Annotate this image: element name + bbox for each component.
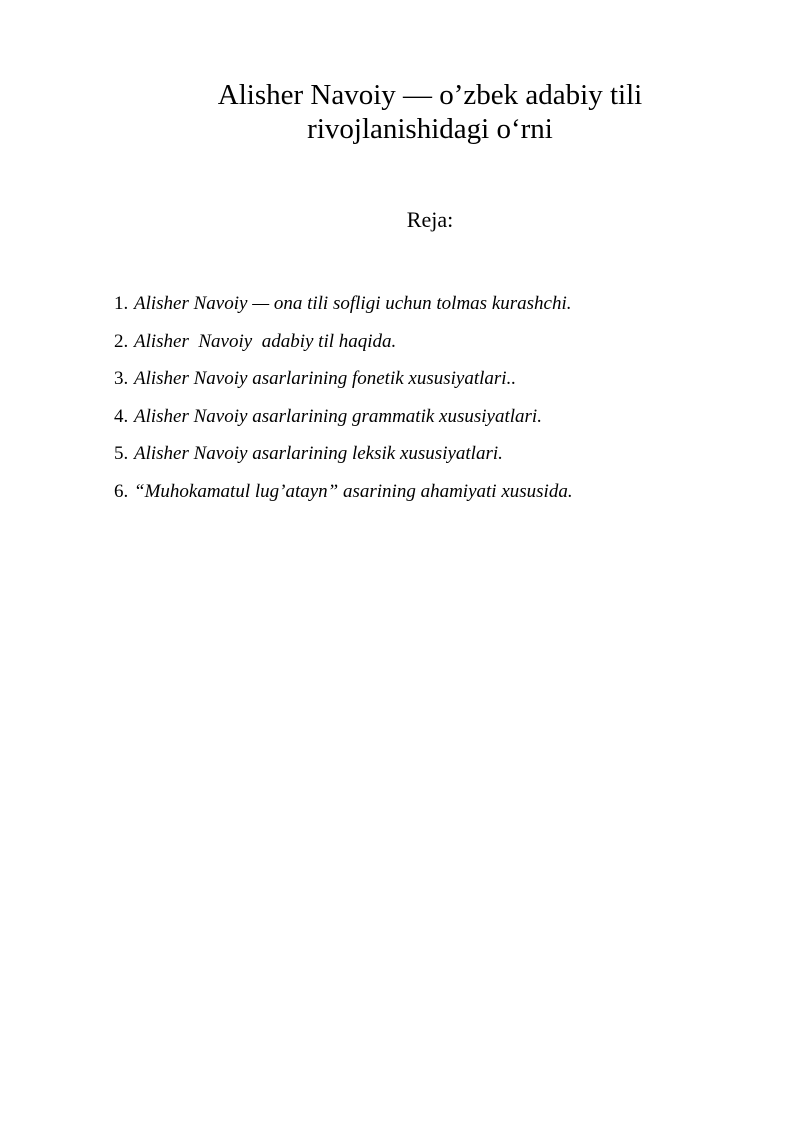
title-line-2: rivojlanishidagi o‘rni (307, 113, 553, 145)
plan-item-text: Alisher Navoiy — ona tili sofligi uchun tolmas kurashchi. (134, 293, 572, 314)
plan-item-text: Alisher Navoiy asarlarining grammatik xususiyatlari. (134, 405, 542, 427)
plan-item-2 (114, 328, 573, 366)
plan-item-text: Alisher Navoiy asarlarining leksik xususiyatlari. (134, 443, 503, 465)
plan-item-number: 5. (114, 443, 129, 465)
plan-item-5 (114, 440, 573, 478)
plan-list (114, 290, 573, 516)
plan-item-number: 1. (114, 293, 129, 314)
plan-item-6 (114, 478, 573, 516)
title-line-1: Alisher Navoiy — o’zbek adabiy tili (217, 79, 643, 111)
plan-item-text: “Muhokamatul lug’atayn” asarining ahamiyati xususida. (134, 480, 573, 502)
plan-item-3 (114, 365, 573, 403)
plan-item-number: 6. (114, 480, 133, 502)
plan-heading: Reja: (406, 207, 454, 232)
page-title (150, 78, 710, 146)
plan-item-number: 4. (114, 405, 129, 427)
plan-item-text: Alisher Navoiy adabiy til haqida. (134, 330, 397, 352)
plan-item-1 (114, 290, 573, 328)
plan-item-number: 3. (114, 368, 129, 390)
plan-item-4 (114, 403, 573, 441)
plan-item-number: 2. (114, 330, 129, 352)
plan-item-text: Alisher Navoiy asarlarining fonetik xususiyatlari.. (134, 368, 517, 390)
